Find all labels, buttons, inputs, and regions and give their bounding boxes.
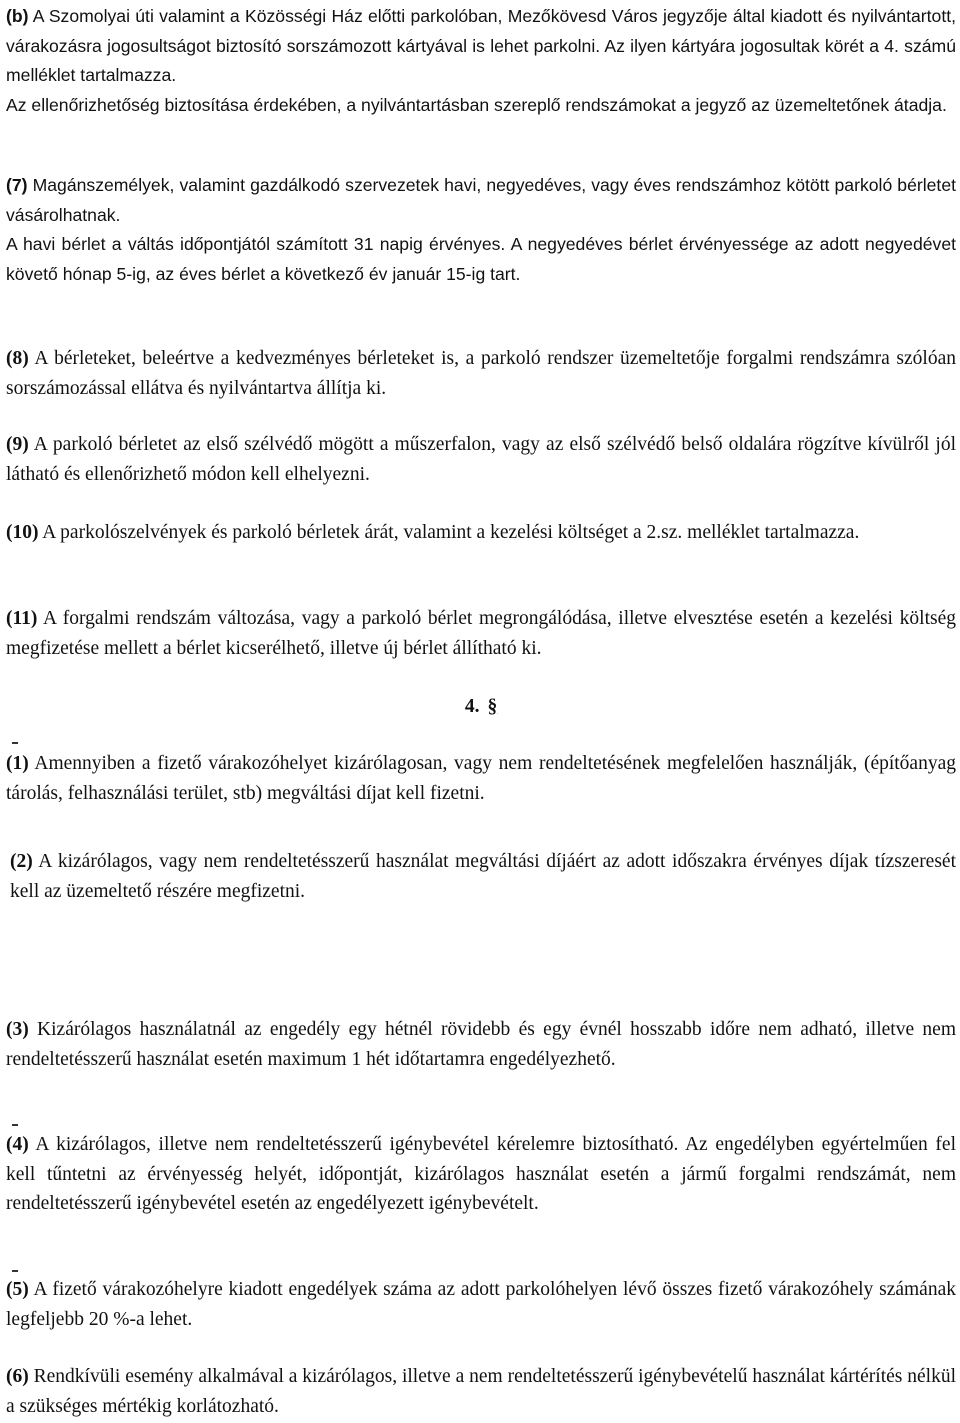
paragraph-label: (b): [6, 6, 29, 26]
paragraph-label: (5): [6, 1279, 29, 1300]
section-symbol: §: [487, 696, 498, 717]
paragraph-text: A fizető várakozóhelyre kiadott engedélyek száma az adott parkolóhelyen lévő összes fizető várakozóhely számának legfeljebb 20 %-a lehet.: [6, 1279, 956, 1330]
paragraph-text: Rendkívüli esemény alkalmával a kizárólagos, illetve a nem rendeltetésszerű igénybevételű használat kártérítés nélkül a szükséges mértékig korlátozható.: [6, 1366, 956, 1417]
paragraph-text: A parkoló bérletet az első szélvédő mögött a műszerfalon, vagy az első szélvédő belső oldalára rögzítve kívülről jól látható és ellenőrizhető módon kell elhelyezni.: [6, 434, 956, 485]
paragraph-11: [6, 604, 956, 663]
paragraph-text: Kizárólagos használatnál az engedély egy hétnél rövidebb és egy évnél hosszabb időre nem adható, illetve nem rendeltetésszerű használat esetén maximum 1 hét időtartamra engedélyezhető.: [6, 1019, 956, 1070]
separator-mark: [12, 1270, 18, 1272]
section-paragraph-6: [6, 1362, 956, 1421]
paragraph-label: (11): [6, 608, 38, 629]
paragraph-8: [6, 344, 956, 403]
section-paragraph-5: [6, 1275, 956, 1334]
section-number: 4.: [464, 696, 480, 717]
section-heading: [6, 692, 956, 722]
paragraph-label: (3): [6, 1019, 29, 1040]
paragraph-text: Az ellenőrizhetőség biztosítása érdekében, a nyilvántartásban szereplő rendszámokat a jegyző az üzemeltetőnek átadja.: [6, 94, 947, 115]
paragraph-text: Amennyiben a fizető várakozóhelyet kizárólagosan, vagy nem rendeltetésének megfelelően használják, (építőanyag tárolás, felhasználási terület, stb) megváltási díjat kell fizetni.: [6, 753, 956, 804]
paragraph-text: A kizárólagos, vagy nem rendeltetésszerű használat megváltási díjáért az adott időszakra érvényes díjak tízszeresét kell az üzemeltető részére megfizetni.: [10, 851, 956, 902]
section-paragraph-3: [6, 1015, 956, 1074]
paragraph-label: (6): [6, 1366, 29, 1387]
paragraph-label: (7): [6, 175, 28, 195]
paragraph-label: (8): [6, 348, 29, 369]
section-paragraph-2: [10, 847, 956, 906]
paragraph-label: (10): [6, 522, 39, 543]
paragraph-text: A havi bérlet a váltás időpontjától számított 31 napig érvényes. A negyedéves bérlet érvényessége az adott negyedévet követő hónap 5-ig, az éves bérlet a következő év január 15-ig tart.: [6, 234, 956, 284]
section-paragraph-1: [6, 749, 956, 808]
paragraph-text: A Szomolyai úti valamint a Közösségi Ház előtti parkolóban, Mezőkövesd Város jegyzője által kiadott és nyilvántartott, várakozásra jogosultságot biztosító sorszámozott kártyával is lehet parkolni. Az ilyen kártyára jogosultak körét a 4. számú melléklet tartalmazza.: [6, 6, 956, 85]
paragraph-text: A forgalmi rendszám változása, vagy a parkoló bérlet megrongálódása, illetve elvesztése esetén a kezelési költség megfizetése mellett a bérlet kicserélhető, illetve új bérlet állítható ki.: [6, 608, 956, 659]
paragraph-9: [6, 430, 956, 489]
paragraph-label: (4): [6, 1134, 29, 1155]
separator-mark: [12, 1124, 18, 1126]
paragraph-label: (1): [6, 753, 29, 774]
paragraph-b: [6, 2, 956, 120]
paragraph-text: A parkolószelvények és parkoló bérletek árát, valamint a kezelési költséget a 2.sz. melléklet tartalmazza.: [38, 522, 860, 543]
paragraph-text: A kizárólagos, illetve nem rendeltetésszerű igénybevétel kérelemre biztosítható. Az engedélyben egyértelműen fel kell tűntetni az érvényesség helyét, időpontját, kizárólagos használat esetén a jármű forgalmi rendszámát, nem rendeltetésszerű igénybevétel esetén az engedélyezett igénybevételt.: [6, 1134, 956, 1214]
section-paragraph-4: [6, 1130, 956, 1219]
paragraph-label: (2): [10, 851, 33, 872]
paragraph-label: (9): [6, 434, 29, 455]
paragraph-text: A bérleteket, beleértve a kedvezményes bérleteket is, a parkoló rendszer üzemeltetője forgalmi rendszámra szólóan sorszámozással ellátva és nyilvántartva állítja ki.: [6, 348, 956, 399]
paragraph-text: Magánszemélyek, valamint gazdálkodó szervezetek havi, negyedéves, vagy éves rendszámhoz kötött parkoló bérletet vásárolhatnak.: [6, 175, 956, 225]
paragraph-7: [6, 171, 956, 289]
separator-mark: [12, 742, 18, 744]
paragraph-10: [6, 518, 956, 548]
